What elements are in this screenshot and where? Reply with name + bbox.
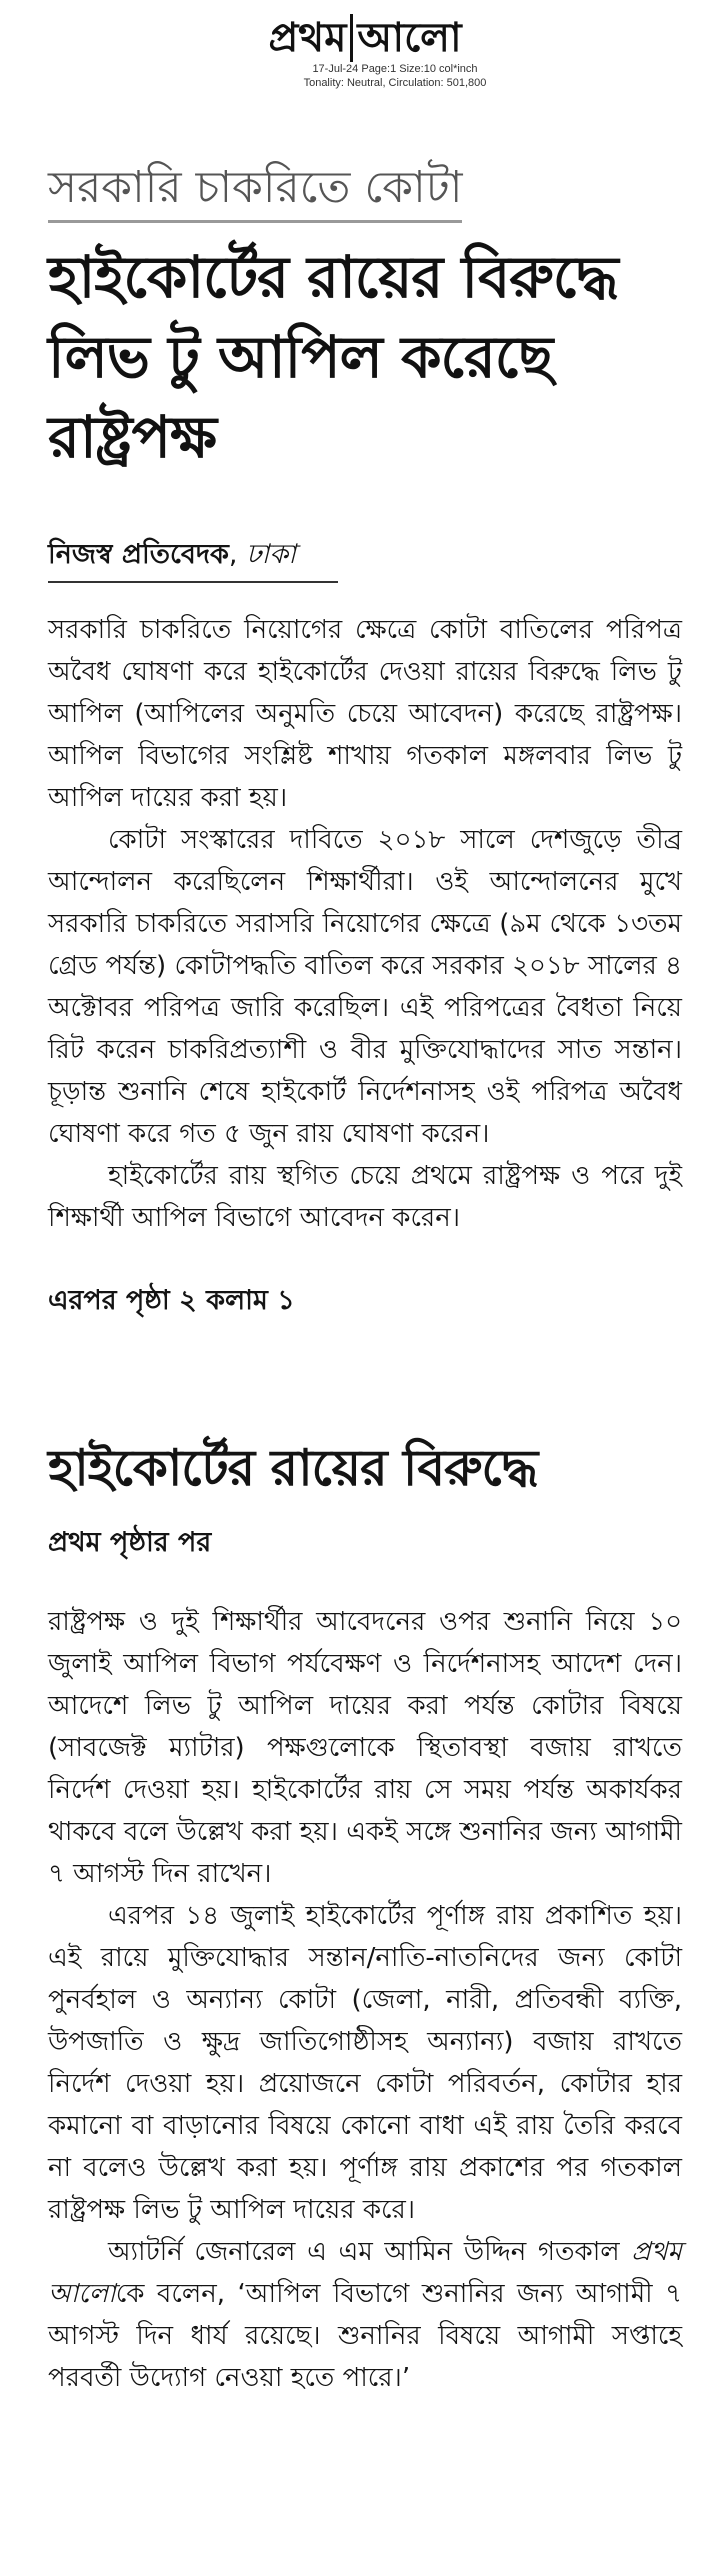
paragraph: হাইকোর্টের রায় স্থগিত চেয়ে প্রথমে রাষ্ট্রপক্ষ ও পরে দুই শিক্ষার্থী আপিল বিভাগে আবেদন করেন। (48, 1161, 682, 1233)
continuation-headline: হাইকোর্টের রায়ের বিরুদ্ধে (48, 1439, 538, 1497)
logo-part1: প্রথম (268, 15, 347, 61)
article-headline: হাইকোর্টের রায়ের বিরুদ্ধে লিভ টু আপিল করেছে রাষ্ট্রপক্ষ (48, 243, 618, 471)
continuation-body (48, 1601, 682, 2399)
paragraph-quote (48, 2231, 682, 2399)
logo-part2: আলো (350, 14, 461, 62)
article-continuation (48, 1435, 682, 2399)
clipping-meta-line1: 17-Jul-24 Page:1 Size:10 col*inch (312, 63, 478, 75)
byline (48, 537, 338, 583)
continued-from-label: প্রথম পৃষ্ঠার পর (48, 1527, 212, 1558)
article-body (48, 609, 682, 1239)
article-main (48, 90, 682, 1319)
newspaper-name-italic: প্রথম আলো (48, 2237, 682, 2309)
clipping-meta (48, 62, 682, 90)
continued-on-label: এরপর পৃষ্ঠা ২ কলাম ১ (48, 1285, 295, 1316)
newspaper-logo (268, 14, 461, 62)
clipping-meta-line2: Tonality: Neutral, Circulation: 501,800 (303, 77, 487, 89)
quote-text: কে বলেন, ‘আপিল বিভাগে শুনানির জন্য আগামী ৭ আগস্ট দিন ধার্য রয়েছে। শুনানির বিষয়ে আগামী সপ্তাহে পরবর্তী উদ্যোগ নেওয়া হতে পারে।’ (48, 2279, 682, 2393)
byline-place: ঢাকা (246, 539, 296, 570)
masthead (48, 0, 682, 90)
paragraph: এরপর ১৪ জুলাই হাইকোর্টের পূর্ণাঙ্গ রায় প্রকাশিত হয়। এই রায়ে মুক্তিযোদ্ধার সন্তান/নাতি-নাতনিদের জন্য কোটা পুনর্বহাল ও অন্যান্য কোটা (জেলা, নারী, প্রতিবন্ধী ব্যক্তি, উপজাতি ও ক্ষুদ্র জাতিগোষ্ঠীসহ অন্যান্য) বজায় রাখতে নির্দেশ দেওয়া হয়। প্রয়োজনে কোটা পরিবর্তন, কোটার হার কমানো বা বাড়ানোর বিষয়ে কোনো বাধা এই রায় তৈরি করবে না বলেও উল্লেখ করা হয়। পূর্ণাঙ্গ রায় প্রকাশের পর গতকাল রাষ্ট্রপক্ষ লিভ টু আপিল দায়ের করে। (48, 1901, 682, 2225)
paragraph: সরকারি চাকরিতে নিয়োগের ক্ষেত্রে কোটা বাতিলের পরিপত্র অবৈধ ঘোষণা করে হাইকোর্টের দেওয়া রায়ের বিরুদ্ধে লিভ টু আপিল (আপিলের অনুমতি চেয়ে আবেদন) করেছে রাষ্ট্রপক্ষ। আপিল বিভাগের সংশ্লিষ্ট শাখায় গতকাল মঙ্গলবার লিভ টু আপিল দায়ের করা হয়। (48, 615, 682, 813)
byline-name: নিজস্ব প্রতিবেদক (48, 539, 229, 570)
paragraph: কোটা সংস্কারের দাবিতে ২০১৮ সালে দেশজুড়ে তীব্র আন্দোলন করেছিলেন শিক্ষার্থীরা। ওই আন্দোলনের মুখে সরকারি চাকরিতে সরাসরি নিয়োগের ক্ষেত্রে (৯ম থেকে ১৩তম গ্রেড পর্যন্ত) কোটাপদ্ধতি বাতিল করে সরকার ২০১৮ সালের ৪ অক্টোবর পরিপত্র জারি করেছিল। এই পরিপত্রের বৈধতা নিয়ে রিট করেন চাকরিপ্রত্যাশী ও বীর মুক্তিযোদ্ধাদের সাত সন্তান। চূড়ান্ত শুনানি শেষে হাইকোর্ট নির্দেশনাসহ ওই পরিপত্র অবৈধ ঘোষণা করে গত ৫ জুন রায় ঘোষণা করেন। (48, 825, 682, 1149)
quote-lead: অ্যাটর্নি জেনারেল এ এম আমিন উদ্দিন গতকাল (108, 2237, 632, 2267)
paragraph: রাষ্ট্রপক্ষ ও দুই শিক্ষার্থীর আবেদনের ওপর শুনানি নিয়ে ১০ জুলাই আপিল বিভাগ পর্যবেক্ষণ ও নির্দেশনাসহ আদেশ দেন। আদেশে লিভ টু আপিল দায়ের করা পর্যন্ত কোটার বিষয়ে (সাবজেক্ট ম্যাটার) পক্ষগুলোকে স্থিতাবস্থা বজায় রাখতে নির্দেশ দেওয়া হয়। হাইকোর্টের রায় সে সময় পর্যন্ত অকার্যকর থাকবে বলে উল্লেখ করা হয়। একই সঙ্গে শুনানির জন্য আগামী ৭ আগস্ট দিন রাখেন। (48, 1607, 682, 1889)
article-kicker: সরকারি চাকরিতে কোটা (48, 160, 462, 223)
byline-separator: , (228, 539, 247, 570)
